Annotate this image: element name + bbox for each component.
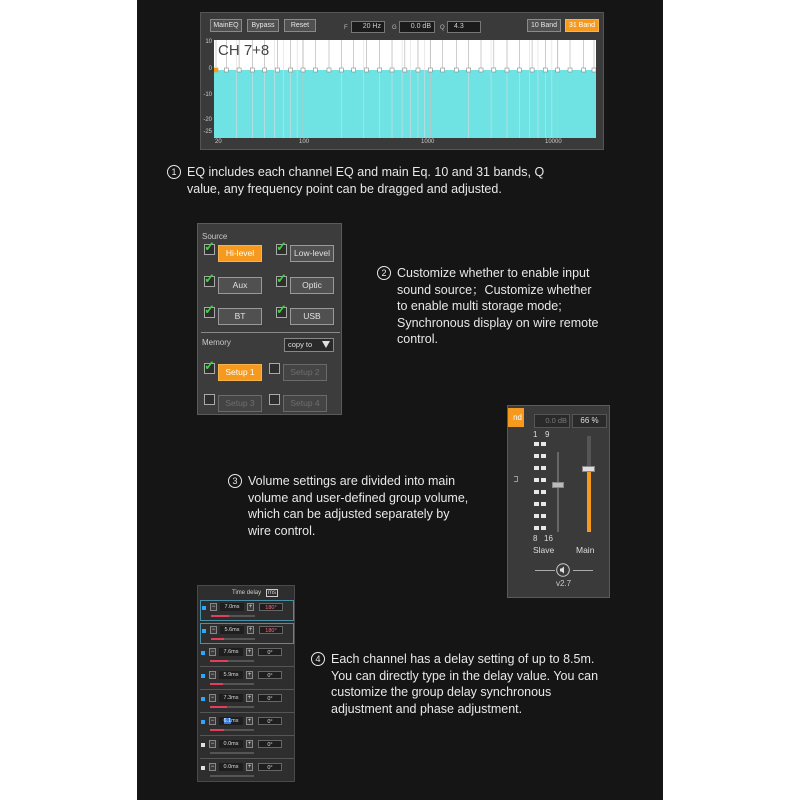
delay-increase-button[interactable]: + — [247, 672, 252, 678]
bypass-button[interactable]: Bypass — [247, 19, 279, 32]
eq-panel — [200, 12, 604, 150]
delay-slider[interactable] — [210, 729, 254, 731]
source-checkbox[interactable] — [276, 239, 287, 255]
source-description-line-1: Customize whether to enable input — [397, 266, 590, 280]
eq-band-point[interactable] — [479, 68, 483, 72]
eq-band-point[interactable] — [364, 68, 368, 72]
delay-slider-fill — [211, 638, 224, 640]
delay-increase-button[interactable]: + — [247, 741, 252, 747]
eq-band-point[interactable] — [390, 68, 394, 72]
delay-slider-fill — [211, 615, 229, 617]
step-number-4: 4 — [311, 652, 325, 666]
delay-value-input[interactable]: 7.3ms — [219, 694, 243, 702]
eq-band-point[interactable] — [530, 68, 534, 72]
main-slider-fill — [587, 469, 591, 532]
eq-band-point[interactable] — [250, 68, 254, 72]
version-label: v2.7 — [556, 579, 572, 588]
delay-slider[interactable] — [211, 615, 255, 617]
percent-readout: 66 % — [572, 414, 607, 428]
divider-right — [573, 570, 593, 571]
channel-select-indicator[interactable] — [201, 743, 205, 747]
eq-band-point[interactable] — [289, 68, 293, 72]
x-tick-100: 100 — [299, 139, 310, 145]
eq-band-point[interactable] — [454, 68, 458, 72]
channel-select-indicator[interactable] — [201, 697, 205, 701]
delay-description-line-4: adjustment and phase adjustment. — [331, 701, 523, 716]
eq-band-point[interactable] — [582, 68, 586, 72]
group-indicator-led[interactable] — [534, 478, 539, 482]
phase-button[interactable]: 0° — [258, 717, 282, 725]
source-description — [377, 265, 637, 348]
eq-band-point[interactable] — [263, 68, 267, 72]
frequency-field[interactable]: 20 Hz — [351, 21, 385, 33]
eq-band-point[interactable] — [339, 68, 343, 72]
channel-select-indicator[interactable] — [201, 766, 205, 770]
eq-band-point[interactable] — [378, 68, 382, 72]
step-number-1: 1 — [167, 165, 181, 179]
source-checkbox[interactable] — [204, 271, 215, 287]
setup-button-2[interactable]: Setup 2 — [283, 364, 327, 381]
delay-decrease-button[interactable]: − — [210, 649, 215, 655]
delay-value-input[interactable]: 7.6ms — [219, 648, 243, 656]
source-button-aux[interactable]: Aux — [218, 277, 262, 294]
channel-select-indicator[interactable] — [201, 651, 205, 655]
speaker-icon[interactable] — [556, 563, 570, 577]
delay-slider-fill — [210, 683, 223, 685]
eq-band-point[interactable] — [275, 68, 279, 72]
group-indicator-led[interactable] — [534, 454, 539, 458]
main-slider-track[interactable] — [587, 436, 591, 532]
31-band-button[interactable]: 31 Band — [565, 19, 599, 32]
delay-row — [200, 669, 294, 690]
channel-select-indicator[interactable] — [202, 606, 206, 610]
group-indicator-led[interactable] — [541, 478, 546, 482]
source-description-line-3: to enable multi storage mode; — [397, 299, 562, 313]
edge-marker — [514, 476, 518, 482]
volume-description-line-2: volume and user-defined group volume, — [248, 490, 469, 505]
db-readout: 0.0 dB — [534, 414, 570, 428]
y-tick-minus20: -20 — [203, 117, 212, 123]
slave-slider-handle[interactable] — [552, 482, 564, 488]
slave-slider-track[interactable] — [557, 452, 559, 532]
delay-slider[interactable] — [210, 660, 254, 662]
delay-value-input[interactable]: 7.0ms — [220, 603, 244, 611]
delay-value-input[interactable]: 5.9ms — [219, 671, 243, 679]
f-label: F — [344, 25, 348, 31]
eq-band-point[interactable] — [313, 68, 317, 72]
setup-checkbox[interactable] — [204, 358, 215, 374]
delay-row — [200, 646, 294, 667]
group-label-9: 9 — [545, 430, 550, 439]
delay-slider[interactable] — [210, 752, 254, 754]
checkmark-icon: ✓ — [276, 302, 287, 317]
delay-value-input[interactable]: 0.0ms — [219, 740, 243, 748]
delay-value-input[interactable] — [219, 717, 243, 725]
eq-band-point[interactable] — [568, 68, 572, 72]
eq-band-point[interactable] — [301, 68, 305, 72]
selected-text: 6.1 — [223, 718, 232, 724]
step-number-2: 2 — [377, 266, 391, 280]
phase-button[interactable]: 180° — [259, 626, 283, 634]
eq-description — [167, 164, 637, 197]
y-tick-10: 10 — [205, 39, 212, 45]
phase-button[interactable]: 0° — [258, 740, 282, 748]
group-indicator-led[interactable] — [534, 466, 539, 470]
eq-curve[interactable] — [214, 40, 596, 138]
eq-band-point[interactable] — [237, 68, 241, 72]
checkmark-icon: ✓ — [204, 302, 215, 317]
time-delay-title: Time delay — [232, 590, 262, 596]
delay-slider[interactable] — [210, 775, 254, 777]
eq-band-point[interactable] — [428, 68, 432, 72]
delay-increase-button[interactable]: + — [247, 695, 252, 701]
volume-description-line-1: Volume settings are divided into main — [248, 474, 456, 488]
setup-checkbox[interactable] — [269, 363, 280, 374]
group-indicator-led[interactable] — [534, 526, 539, 530]
delay-slider[interactable] — [210, 683, 254, 685]
source-checkbox[interactable] — [204, 239, 215, 255]
q-field[interactable]: 4.3 — [447, 21, 481, 33]
source-button-low-level[interactable]: Low-level — [290, 245, 334, 262]
eq-band-point[interactable] — [214, 68, 218, 72]
main-slider-handle[interactable] — [582, 466, 595, 472]
x-tick-20: 20 — [215, 139, 222, 145]
delay-slider-fill — [210, 660, 228, 662]
y-tick-minus25: -25 — [203, 129, 212, 135]
channel-select-indicator[interactable] — [201, 720, 205, 724]
slave-label: Slave — [533, 545, 555, 555]
phase-button[interactable]: 0° — [258, 648, 282, 656]
setup-button-3[interactable]: Setup 3 — [218, 395, 262, 412]
panel-divider — [201, 332, 340, 333]
eq-band-point[interactable] — [416, 68, 420, 72]
eq-band-point[interactable] — [492, 68, 496, 72]
source-description-line-4: Synchronous display on wire remote — [397, 315, 599, 330]
eq-band-point[interactable] — [556, 68, 560, 72]
channel-select-indicator[interactable] — [202, 629, 206, 633]
delay-row — [200, 600, 294, 621]
eq-response-fill — [214, 70, 596, 138]
dropdown-arrow-icon — [322, 341, 330, 348]
delay-increase-button[interactable]: + — [247, 764, 252, 770]
source-button-hi-level[interactable]: Hi-level — [218, 245, 262, 262]
delay-row — [200, 738, 294, 759]
group-indicator-led[interactable] — [541, 526, 546, 530]
phase-button[interactable]: 0° — [258, 763, 282, 771]
delay-increase-button[interactable]: + — [247, 718, 252, 724]
step-number-3: 3 — [228, 474, 242, 488]
group-indicator-led[interactable] — [541, 502, 546, 506]
source-button-bt[interactable]: BT — [218, 308, 262, 325]
group-indicator-led[interactable] — [541, 514, 546, 518]
band-button-partial[interactable]: nd — [507, 408, 524, 427]
delay-description-line-1: Each channel has a delay setting of up to 8.5m. — [331, 652, 595, 666]
checkmark-icon: ✓ — [204, 358, 215, 373]
main-eq-button[interactable]: MainEQ — [210, 19, 242, 32]
delay-description-line-2: You can directly type in the delay value. You can — [331, 668, 599, 683]
q-label: Q — [440, 25, 445, 31]
source-memory-panel — [197, 223, 342, 415]
group-indicator-led[interactable] — [534, 490, 539, 494]
eq-band-point[interactable] — [441, 68, 445, 72]
setup-button-1[interactable]: Setup 1 — [218, 364, 262, 381]
delay-decrease-button[interactable]: − — [210, 672, 215, 678]
x-tick-1000: 1000 — [421, 139, 435, 145]
channel-select-indicator[interactable] — [201, 674, 205, 678]
delay-decrease-button[interactable]: − — [210, 718, 215, 724]
source-description-line-2: sound source；Customize whether — [397, 282, 592, 297]
eq-band-point[interactable] — [592, 68, 596, 72]
eq-band-point[interactable] — [543, 68, 547, 72]
x-tick-10000: 10000 — [545, 139, 562, 145]
eq-band-point[interactable] — [517, 68, 521, 72]
group-label-1: 1 — [533, 430, 538, 439]
eq-description-line-2: value, any frequency point can be dragged and adjusted. — [187, 181, 502, 196]
delay-row — [200, 761, 294, 782]
gain-field[interactable]: 0.0 dB — [399, 21, 435, 33]
source-button-optic[interactable]: Optic — [290, 277, 334, 294]
copy-to-dropdown[interactable] — [284, 338, 334, 352]
time-delay-panel — [197, 585, 295, 782]
delay-decrease-button[interactable]: − — [211, 627, 216, 633]
eq-band-point[interactable] — [327, 68, 331, 72]
delay-row — [200, 623, 294, 644]
main-label: Main — [576, 545, 595, 555]
phase-button[interactable]: 0° — [258, 694, 282, 702]
source-checkbox[interactable] — [276, 271, 287, 287]
feature-showcase — [137, 0, 663, 800]
eq-band-point[interactable] — [224, 68, 228, 72]
source-checkbox[interactable] — [276, 302, 287, 318]
delay-increase-button[interactable]: + — [247, 649, 252, 655]
delay-slider-fill — [210, 729, 224, 731]
y-tick-0: 0 — [208, 66, 212, 72]
memory-title: Memory — [202, 338, 231, 347]
divider-left — [535, 570, 555, 571]
source-title: Source — [202, 232, 228, 241]
phase-button[interactable]: 180° — [259, 603, 283, 611]
checkmark-icon: ✓ — [204, 239, 215, 254]
delay-decrease-button[interactable]: − — [211, 604, 216, 610]
eq-graph[interactable] — [214, 40, 596, 138]
eq-description-line-1: EQ includes each channel EQ and main Eq. 10 and 31 bands, Q — [187, 165, 545, 179]
unit-toggle[interactable]: ms — [268, 590, 276, 596]
channel-label: CH 7+8 — [218, 42, 270, 59]
volume-panel — [507, 405, 610, 598]
source-button-usb[interactable]: USB — [290, 308, 334, 325]
delay-slider[interactable] — [211, 638, 255, 640]
volume-description-line-3: which can be adjusted separately by — [248, 507, 450, 521]
group-label-16: 16 — [544, 534, 553, 543]
delay-slider-fill — [210, 706, 227, 708]
eq-band-point[interactable] — [467, 68, 471, 72]
delay-row — [200, 692, 294, 713]
setup-checkbox[interactable] — [269, 394, 280, 405]
group-indicator-led[interactable] — [534, 514, 539, 518]
delay-increase-button[interactable]: + — [248, 627, 253, 633]
source-description-line-5: control. — [397, 332, 438, 346]
group-indicator-led[interactable] — [534, 502, 539, 506]
g-label: G — [392, 25, 397, 31]
eq-band-point[interactable] — [403, 68, 407, 72]
y-tick-minus10: -10 — [203, 92, 212, 98]
delay-slider[interactable] — [210, 706, 254, 708]
copy-to-label: copy to — [288, 340, 313, 349]
delay-row — [200, 715, 294, 736]
checkmark-icon: ✓ — [276, 239, 287, 254]
delay-decrease-button[interactable]: − — [210, 764, 215, 770]
group-label-8: 8 — [533, 534, 538, 543]
delay-increase-button[interactable]: + — [248, 604, 253, 610]
eq-band-point[interactable] — [505, 68, 509, 72]
reset-button[interactable]: Reset — [284, 19, 316, 32]
10-band-button[interactable]: 10 Band — [527, 19, 561, 32]
delay-description — [311, 651, 651, 717]
volume-description — [228, 473, 498, 539]
group-indicator-led[interactable] — [534, 442, 539, 446]
delay-decrease-button[interactable]: − — [210, 741, 215, 747]
setup-button-4[interactable]: Setup 4 — [283, 395, 327, 412]
group-indicator-led[interactable] — [541, 490, 546, 494]
delay-description-line-3: customize the group delay synchronous — [331, 685, 552, 699]
group-indicator-led[interactable] — [541, 454, 546, 458]
checkmark-icon: ✓ — [204, 271, 215, 286]
checkmark-icon: ✓ — [276, 271, 287, 286]
eq-band-point[interactable] — [352, 68, 356, 72]
group-indicator-led[interactable] — [541, 466, 546, 470]
delay-decrease-button[interactable]: − — [210, 695, 215, 701]
group-indicator-led[interactable] — [541, 442, 546, 446]
source-checkbox[interactable] — [204, 302, 215, 318]
delay-unit: ms — [231, 718, 239, 724]
setup-checkbox[interactable] — [204, 394, 215, 405]
phase-button[interactable]: 0° — [258, 671, 282, 679]
delay-value-input[interactable]: 0.0ms — [219, 763, 243, 771]
delay-value-input[interactable]: 5.6ms — [220, 626, 244, 634]
volume-description-line-4: wire control. — [248, 523, 316, 538]
